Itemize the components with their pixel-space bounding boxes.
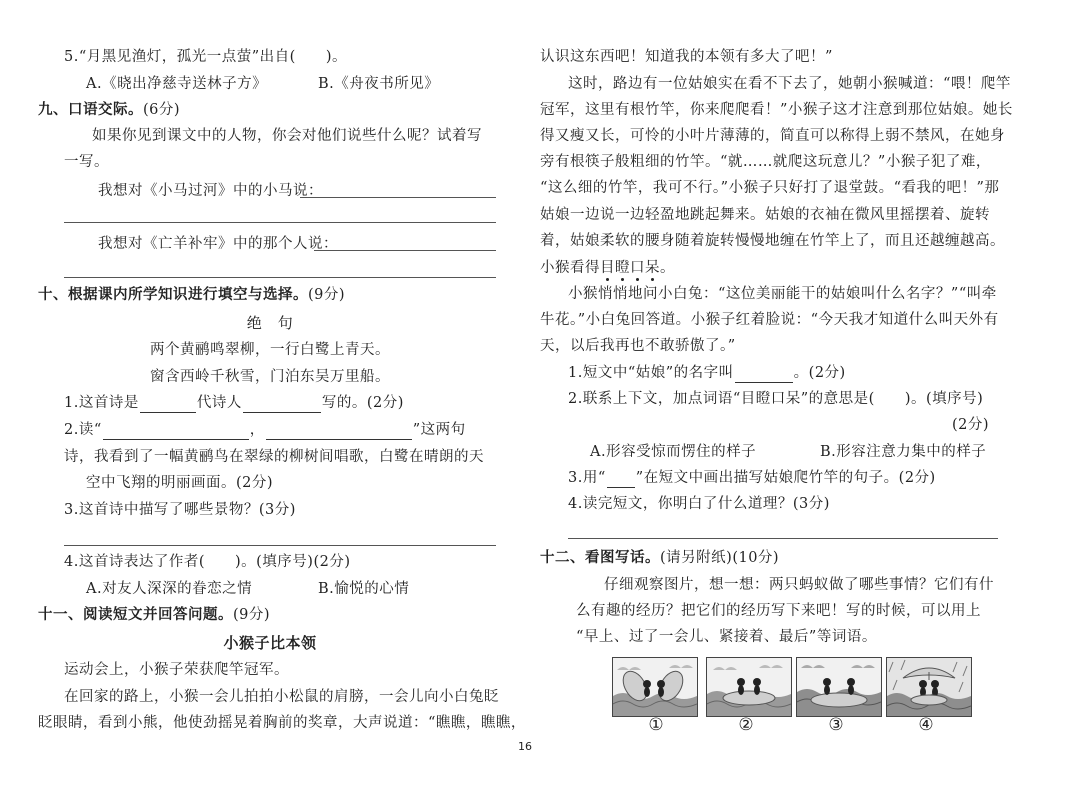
question-2-cont2: 空中飞翔的明丽画面。(2分) bbox=[86, 475, 274, 491]
blank-poem-line-a[interactable] bbox=[103, 425, 249, 440]
picture-4 bbox=[886, 657, 972, 717]
q5-question: 5.“月黑见渔灯，孤光一点萤”出自( )。 bbox=[64, 49, 347, 65]
picture-sequence bbox=[612, 657, 1004, 717]
ants-under-leaf-in-rain-illustration bbox=[887, 658, 971, 716]
section-12-line-2: 么有趣的经历？把它们的经历写下来吧！写的时候，可以用上 bbox=[576, 603, 981, 619]
picture-2 bbox=[706, 657, 792, 717]
story-title: 小猴子比本领 bbox=[223, 634, 317, 652]
answer-line[interactable] bbox=[64, 222, 496, 223]
dotted-char: 口 bbox=[630, 260, 645, 276]
picture-3 bbox=[796, 657, 882, 717]
q5-option-b: B.《舟夜书所见》 bbox=[318, 76, 440, 92]
picture-label-4: ④ bbox=[918, 715, 934, 735]
blank-dynasty[interactable] bbox=[140, 398, 196, 413]
prompt-little-horse: 我想对《小马过河》中的小马说： bbox=[98, 183, 323, 199]
q5-option-a: A.《晓出净慈寺送林子方》 bbox=[86, 76, 268, 92]
section-11-heading: 十一、阅读短文并回答问题。(9分) bbox=[38, 607, 271, 623]
story-cont-10: 小猴悄悄地问小白兔：“这位美丽能干的姑娘叫什么名字？”“叫牵 bbox=[568, 286, 997, 302]
picture-label-3: ③ bbox=[828, 715, 844, 735]
reading-q2-option-a: A.形容受惊而愣住的样子 bbox=[590, 444, 757, 460]
story-cont-1: 认识这东西吧！知道我的本领有多大了吧！” bbox=[540, 49, 833, 65]
poem-line-2: 窗含西岭千秋雪，门泊东吴万里船。 bbox=[150, 369, 390, 385]
section-10-heading: 十、根据课内所学知识进行填空与选择。(9分) bbox=[38, 287, 346, 303]
story-cont-11: 牛花。”小白兔回答道。小猴子红着脸说：“今天我才知道什么叫天外有 bbox=[540, 312, 999, 328]
poem-line-1: 两个黄鹂鸣翠柳，一行白鹭上青天。 bbox=[150, 342, 390, 358]
question-4: 4.这首诗表达了作者( )。(填序号)(2分) bbox=[64, 554, 351, 570]
picture-1 bbox=[612, 657, 698, 717]
reading-q2-option-b: B.形容注意力集中的样子 bbox=[820, 444, 987, 460]
prompt-mend-fold: 我想对《亡羊补牢》中的那个人说： bbox=[98, 236, 338, 252]
answer-line[interactable] bbox=[64, 545, 496, 546]
page-number: 16 bbox=[518, 740, 532, 753]
reading-q3: 3.用“ ”在短文中画出描写姑娘爬竹竿的句子。(2分) bbox=[568, 470, 936, 486]
section-12-heading: 十二、看图写话。(请另附纸)(10分) bbox=[540, 550, 780, 566]
blank-poet[interactable] bbox=[243, 398, 321, 413]
picture-label-1: ① bbox=[648, 715, 664, 735]
story-cont-5: 旁有根筷子般粗细的竹竿。“就……就爬这玩意儿？”小猴子犯了难， bbox=[540, 154, 991, 170]
answer-line[interactable] bbox=[64, 277, 496, 278]
question-3: 3.这首诗中描写了哪些景物？(3分) bbox=[64, 502, 296, 518]
question-4-option-b: B.愉悦的心情 bbox=[318, 581, 410, 597]
story-cont-7: 姑娘一边说一边轻盈地跳起舞来。姑娘的衣袖在微风里摇摆着、旋转 bbox=[540, 207, 990, 223]
answer-line[interactable] bbox=[314, 250, 496, 251]
answer-line[interactable] bbox=[300, 197, 496, 198]
answer-line[interactable] bbox=[568, 538, 998, 539]
poem-title: 绝 句 bbox=[246, 314, 294, 332]
question-2-cont: 诗，我看到了一幅黄鹂鸟在翠绿的柳树间唱歌，白鹭在晴朗的天 bbox=[64, 449, 484, 465]
ants-on-leaf-illustration bbox=[613, 658, 697, 716]
section-9-instruction-cont: 一写。 bbox=[64, 154, 109, 170]
section-9-instruction: 如果你见到课文中的人物，你会对他们说些什么呢？试着写 bbox=[92, 128, 482, 144]
section-9-heading: 九、口语交际。(6分) bbox=[38, 102, 181, 118]
dotted-char: 呆 bbox=[645, 260, 660, 276]
reading-q2-points: (2分) bbox=[952, 417, 990, 433]
story-cont-3: 冠军，这里有根竹竿，你来爬爬看！”小猴子这才注意到那位姑娘。她长 bbox=[540, 102, 1013, 118]
story-para-1: 运动会上，小猴子荣获爬竿冠军。 bbox=[64, 662, 289, 678]
blank-poem-line-b[interactable] bbox=[266, 425, 412, 440]
underline-mark bbox=[607, 473, 635, 488]
dotted-char: 目 bbox=[600, 260, 615, 276]
story-cont-6: “这么细的竹竿，我可不行。”小猴子只好打了退堂鼓。“看我的吧！”那 bbox=[540, 180, 1000, 196]
question-2: 2.读“ ， ”这两句 bbox=[64, 422, 466, 438]
story-cont-4: 得又瘦又长，可怜的小叶片薄薄的，简直可以称得上弱不禁风，在她身 bbox=[540, 128, 1005, 144]
story-cont-8: 着，姑娘柔软的腰身随着旋转慢慢地缠在竹竿上了，而且还越缠越高。 bbox=[540, 233, 1005, 249]
question-1: 1.这首诗是 代诗人 写的。(2分) bbox=[64, 395, 404, 411]
picture-label-2: ② bbox=[738, 715, 754, 735]
reading-q4: 4.读完短文，你明白了什么道理？(3分) bbox=[568, 496, 830, 512]
story-cont-12: 天，以后我再也不敢骄傲了。” bbox=[540, 338, 736, 354]
story-cont-9: 小猴看得目瞪口呆。 bbox=[540, 260, 675, 276]
dotted-char: 瞪 bbox=[615, 260, 630, 276]
question-4-option-a: A.对友人深深的眷恋之情 bbox=[86, 581, 253, 597]
story-para-2-cont: 眨眼睛，看到小熊，他使劲摇晃着胸前的奖章，大声说道：“瞧瞧，瞧瞧， bbox=[38, 715, 526, 731]
reading-q2: 2.联系上下文，加点词语“目瞪口呆”的意思是( )。(填序号) bbox=[568, 391, 984, 407]
story-para-2: 在回家的路上，小猴一会儿拍拍小松鼠的肩膀，一会儿向小白兔眨 bbox=[64, 689, 499, 705]
blank-girl-name[interactable] bbox=[735, 368, 793, 383]
ants-on-leaf-illustration bbox=[707, 658, 791, 716]
section-12-line-1: 仔细观察图片，想一想：两只蚂蚁做了哪些事情？它们有什 bbox=[604, 577, 994, 593]
section-12-line-3: “早上、过了一会儿、紧接着、最后”等词语。 bbox=[576, 629, 877, 645]
story-cont-2: 这时，路边有一位姑娘实在看不下去了，她朝小猴喊道：“喂！爬竿 bbox=[568, 76, 1011, 92]
ants-on-leaf-illustration bbox=[797, 658, 881, 716]
reading-q1: 1.短文中“姑娘”的名字叫 。(2分) bbox=[568, 365, 846, 381]
